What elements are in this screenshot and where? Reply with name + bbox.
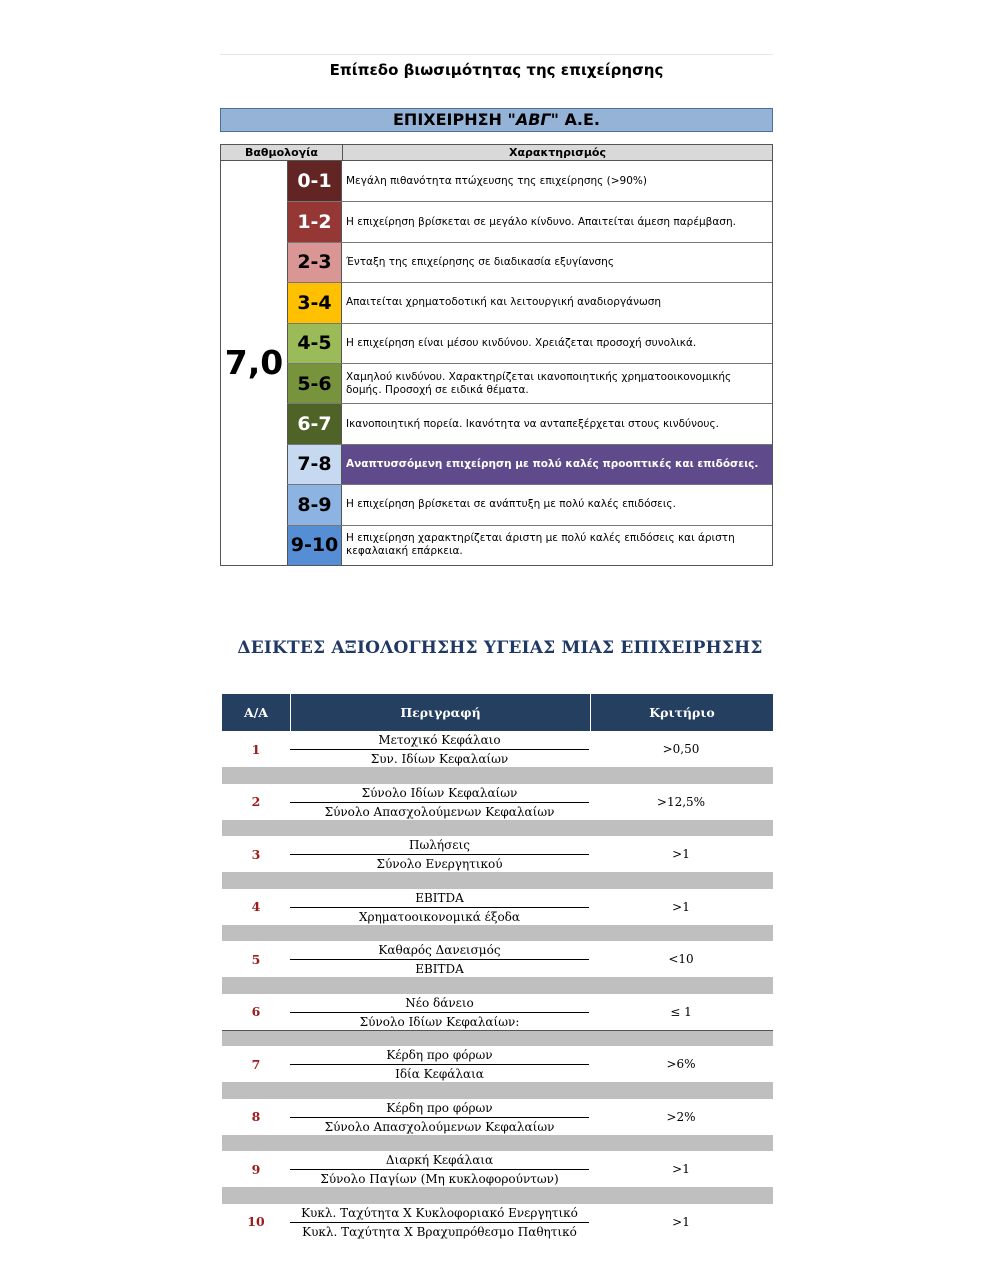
header-description: Περιγραφή (291, 694, 591, 731)
viability-row (287, 363, 772, 403)
score-value: 7,0 (224, 343, 284, 383)
company-banner (220, 108, 773, 132)
formula-numerator: Σύνολο Ιδίων Κεφαλαίων (290, 784, 589, 803)
indicator-number: 5 (251, 951, 261, 967)
indicator-formula (290, 1099, 589, 1135)
row-separator (222, 1082, 773, 1099)
viability-header (220, 144, 773, 161)
score-range: 5-6 (287, 364, 342, 403)
indicator-rows (222, 731, 773, 1240)
company-name: "ΑΒΓ" (507, 110, 559, 129)
indicator-number: 4 (251, 899, 261, 914)
indicator-formula (290, 731, 589, 767)
range-description: Απαιτείται χρηματοδοτική και λειτουργική αναδιοργάνωση (346, 296, 662, 309)
header-number: Α/Α (222, 694, 291, 731)
indicator-row (222, 941, 773, 977)
company-prefix: ΕΠΙΧΕΙΡΗΣΗ (393, 110, 508, 129)
viability-row (287, 444, 772, 484)
indicator-number: 1 (251, 741, 261, 757)
indicator-number: 8 (251, 1109, 261, 1124)
formula-numerator: Πωλήσεις (290, 836, 589, 855)
score-range: 7-8 (287, 445, 342, 484)
score-range: 8-9 (287, 485, 342, 524)
range-description: Η επιχείρηση είναι μέσου κινδύνου. Χρειάζεται προσοχή συνολικά. (346, 336, 697, 349)
row-separator (222, 767, 773, 784)
indicator-formula (290, 889, 589, 925)
viability-row (287, 484, 772, 524)
formula-denominator: Σύνολο Ιδίων Κεφαλαίων: (359, 1014, 520, 1029)
indicators-title: ΔΕΙΚΤΕΣ ΑΞΙΟΛΟΓΗΣΗΣ ΥΓΕΙΑΣ ΜΙΑΣ ΕΠΙΧΕΙΡΗΣΗΣ (237, 638, 763, 658)
row-separator (222, 925, 773, 942)
indicator-criterion: >1 (672, 1214, 690, 1229)
formula-denominator: Χρηματοοικονομικά έξοδα (358, 909, 521, 924)
range-description: Χαμηλού κινδύνου. Χαρακτηρίζεται ικανοποιητικής χρηματοοικονομικής δομής. Προσοχή σε ειδικά θέματα. (346, 370, 732, 396)
indicator-number: 9 (251, 1161, 261, 1177)
indicators-header (222, 694, 773, 731)
company-suffix: Α.Ε. (558, 110, 600, 129)
viability-row (287, 323, 772, 363)
indicator-criterion: >2% (666, 1109, 696, 1124)
indicator-number: 6 (251, 1004, 261, 1019)
indicator-formula (290, 994, 589, 1030)
indicator-number: 7 (251, 1056, 261, 1072)
formula-numerator: Κέρδη προ φόρων (290, 1099, 589, 1118)
range-description: Η επιχείρηση βρίσκεται σε μεγάλο κίνδυνο. Απαιτείται άμεση παρέμβαση. (346, 215, 736, 228)
indicator-criterion: >1 (672, 1162, 690, 1176)
indicator-row (222, 1099, 773, 1135)
header-description: Χαρακτηρισμός (508, 146, 607, 159)
indicator-formula (290, 836, 589, 872)
viability-title: Επίπεδο βιωσιμότητας της επιχείρησης (220, 54, 773, 108)
viability-row (287, 161, 772, 201)
viability-row (287, 525, 772, 565)
score-range: 9-10 (287, 526, 342, 565)
formula-numerator: Καθαρός Δανεισμός (290, 941, 589, 960)
indicator-criterion: ≤ 1 (670, 1004, 692, 1019)
formula-numerator: EBITDA (290, 889, 589, 908)
formula-numerator: Κυκλ. Ταχύτητα Χ Κυκλοφοριακό Ενεργητικό (290, 1204, 589, 1223)
header-score: Βαθμολογία (221, 145, 343, 160)
indicator-row (222, 889, 773, 925)
indicator-number: 2 (251, 794, 261, 809)
row-separator (222, 1135, 773, 1152)
range-description: Ικανοποιητική πορεία. Ικανότητα να ανταπεξέρχεται στους κινδύνους. (346, 417, 719, 430)
range-description: Μεγάλη πιθανότητα πτώχευσης της επιχείρησης (>90%) (346, 174, 647, 187)
row-separator (222, 1030, 773, 1047)
formula-denominator: Σύνολο Απασχολούμενων Κεφαλαίων (324, 1119, 555, 1134)
formula-denominator: Συν. Ιδίων Κεφαλαίων (370, 752, 509, 766)
indicator-row (222, 784, 773, 820)
indicator-formula (290, 784, 589, 820)
score-range: 4-5 (287, 324, 342, 363)
indicator-criterion: >1 (672, 847, 690, 861)
indicator-formula (290, 1151, 589, 1187)
formula-denominator: Ιδία Κεφάλαια (395, 1067, 484, 1081)
score-range: 1-2 (287, 202, 342, 241)
row-separator (222, 872, 773, 889)
score-range: 3-4 (287, 283, 342, 322)
score-range: 2-3 (287, 243, 342, 282)
viability-rows (287, 161, 772, 565)
range-description: Αναπτυσσόμενη επιχείρηση με πολύ καλές προοπτικές και επιδόσεις. (342, 445, 772, 484)
formula-numerator: Μετοχικό Κεφάλαιο (290, 731, 589, 750)
row-separator (222, 1187, 773, 1204)
indicator-criterion: >0,50 (662, 742, 700, 756)
indicator-criterion: >12,5% (656, 794, 706, 809)
indicator-row (222, 836, 773, 872)
indicator-row (222, 1046, 773, 1082)
indicator-row (222, 1151, 773, 1187)
indicator-row (222, 1204, 773, 1240)
formula-denominator: Σύνολο Παγίων (Μη κυκλοφορούντων) (320, 1172, 559, 1186)
indicator-criterion: >1 (672, 899, 690, 914)
score-range: 6-7 (287, 404, 342, 443)
indicator-formula (290, 1046, 589, 1082)
score-range: 0-1 (287, 161, 342, 201)
indicator-row (222, 994, 773, 1030)
indicator-row (222, 731, 773, 767)
formula-denominator: Σύνολο Ενεργητικού (376, 857, 503, 871)
formula-numerator: Κέρδη προ φόρων (290, 1046, 589, 1065)
formula-numerator: Διαρκή Κεφάλαια (290, 1151, 589, 1170)
viability-table (220, 54, 773, 566)
formula-numerator: Νέο δάνειο (290, 994, 589, 1013)
header-criterion: Κριτήριο (649, 705, 715, 720)
formula-denominator: Σύνολο Απασχολούμενων Κεφαλαίων (324, 804, 555, 819)
range-description: Η επιχείρηση χαρακτηρίζεται άριστη με πολύ καλές επιδόσεις και άριστη κεφαλαιακή επάρκεια. (346, 532, 735, 558)
formula-denominator: EBITDA (415, 962, 464, 976)
indicators-table (222, 694, 773, 1240)
indicator-criterion: >6% (666, 1057, 696, 1071)
viability-row (287, 201, 772, 241)
range-description: Ένταξη της επιχείρησης σε διαδικασία εξυγίανσης (346, 255, 614, 268)
row-separator (222, 977, 773, 994)
indicator-criterion: <10 (668, 952, 694, 966)
viability-row (287, 282, 772, 322)
indicator-formula (290, 941, 589, 977)
range-description: Η επιχείρηση βρίσκεται σε ανάπτυξη με πολύ καλές επιδόσεις. (346, 498, 676, 511)
viability-row (287, 242, 772, 282)
row-separator (222, 820, 773, 837)
indicator-formula (290, 1204, 589, 1240)
indicator-number: 3 (251, 846, 261, 862)
indicator-number: 10 (247, 1214, 265, 1229)
viability-row (287, 403, 772, 443)
formula-denominator: Κυκλ. Ταχύτητα Χ Βραχυπρόθεσμο Παθητικό (302, 1224, 577, 1239)
